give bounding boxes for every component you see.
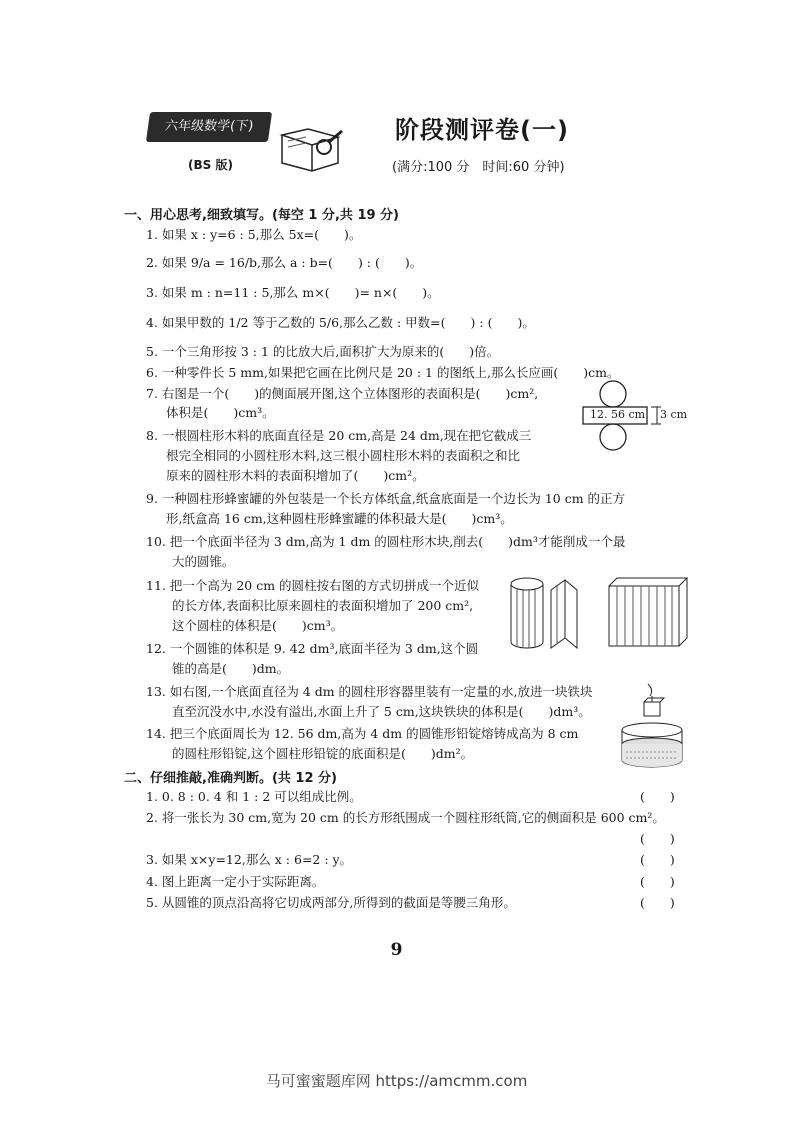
- question-1-10-cont: 大的圆锥。: [172, 554, 235, 569]
- judge-1: 1. 0. 8 : 0. 4 和 1 : 2 可以组成比例。: [146, 789, 362, 804]
- score-time-info: (满分:100 分 时间:60 分钟): [392, 160, 565, 175]
- net-width-label: 12. 56 cm: [590, 408, 646, 421]
- question-1-1: 1. 如果 x : y=6 : 5,那么 5x=( )。: [146, 227, 362, 242]
- judge-4: 4. 图上距离一定小于实际距离。: [146, 874, 325, 889]
- judge-2-answer-box[interactable]: ( ): [640, 831, 675, 846]
- cylinder-to-cuboid-figure: [505, 572, 690, 654]
- judge-1-answer-box[interactable]: ( ): [640, 789, 675, 804]
- question-1-8-cont1: 根完全相同的小圆柱形木料,这三根小圆柱形木料的表面积之和比: [166, 448, 520, 463]
- question-1-11-cont1: 的长方体,表面积比原来圆柱的表面积增加了 200 cm²,: [172, 598, 474, 613]
- question-1-9: 9. 一种圆柱形蜂蜜罐的外包装是一个长方体纸盒,纸盒底面是一个边长为 10 cm 的正方: [146, 491, 626, 506]
- question-1-13: 13. 如右图,一个底面直径为 4 dm 的圆柱形容器里装有一定量的水,放进一块铁块: [146, 684, 593, 699]
- grade-badge: 六年级数学(下): [146, 112, 272, 142]
- question-1-8-cont2: 原来的圆柱形木料的表面积增加了( )cm²。: [166, 468, 425, 483]
- question-1-7: 7. 右图是一个( )的侧面展开图,这个立体图形的表面积是( )cm²,: [146, 386, 539, 401]
- question-1-12: 12. 一个圆锥的体积是 9. 42 dm³,底面半径为 3 dm,这个圆: [146, 641, 479, 656]
- edition-label: (BS 版): [188, 158, 233, 172]
- footer-watermark: 马可蜜蜜题库网 https://amcmm.com: [265, 1072, 528, 1090]
- question-1-13-cont: 直至沉没水中,水没有溢出,水面上升了 5 cm,这块铁块的体积是( )dm³。: [172, 704, 591, 719]
- question-1-6: 6. 一种零件长 5 mm,如果把它画在比例尺是 20 : 1 的图纸上,那么长应画( )cm。: [146, 365, 620, 380]
- page-title: 阶段测评卷(一): [395, 116, 569, 144]
- judge-5: 5. 从圆锥的顶点沿高将它切成两部分,所得到的截面是等腰三角形。: [146, 895, 516, 910]
- page-number: 9: [390, 940, 403, 960]
- question-1-9-cont: 形,纸盒高 16 cm,这种圆柱形蜂蜜罐的体积最大是( )cm³。: [166, 511, 513, 526]
- judge-3-answer-box[interactable]: ( ): [640, 852, 675, 867]
- question-1-12-cont: 锥的高是( )dm。: [172, 661, 290, 676]
- question-1-4: 4. 如果甲数的 1/2 等于乙数的 5/6,那么乙数 : 甲数=( ) : ( )。: [146, 315, 535, 330]
- judge-4-answer-box[interactable]: ( ): [640, 874, 675, 889]
- question-1-11: 11. 把一个高为 20 cm 的圆柱按右图的方式切拼成一个近似: [146, 578, 480, 593]
- question-1-14-cont: 的圆柱形铅锭,这个圆柱形铅锭的底面积是( )dm²。: [172, 746, 474, 761]
- question-1-14: 14. 把三个底面周长为 12. 56 dm,高为 4 dm 的圆锥形铅锭熔铸成高为 8 cm: [146, 726, 579, 741]
- question-1-10: 10. 把一个底面半径为 3 dm,高为 1 dm 的圆柱形木块,削去( )dm³才能削成一个最: [146, 534, 626, 549]
- question-1-11-cont2: 这个圆柱的体积是( )cm³。: [172, 618, 344, 633]
- question-1-5: 5. 一个三角形按 3 : 1 的比放大后,面积扩大为原来的( )倍。: [146, 344, 500, 359]
- water-container-figure: [618, 680, 688, 772]
- judge-3: 3. 如果 x×y=12,那么 x : 6=2 : y。: [146, 852, 353, 867]
- net-height-label: 3 cm: [660, 408, 688, 421]
- question-1-8: 8. 一根圆柱形木料的底面直径是 20 cm,高是 24 dm,现在把它截成三: [146, 428, 532, 443]
- question-1-3: 3. 如果 m : n=11 : 5,那么 m×( )= n×( )。: [146, 285, 440, 300]
- section1-heading: 一、用心思考,细致填写。(每空 1 分,共 19 分): [124, 208, 399, 223]
- question-1-7-cont: 体积是( )cm³。: [166, 405, 275, 420]
- judge-5-answer-box[interactable]: ( ): [640, 895, 675, 910]
- section2-heading: 二、仔细推敲,准确判断。(共 12 分): [124, 771, 337, 786]
- book-magnifier-icon: [278, 125, 348, 173]
- judge-2: 2. 将一张长为 30 cm,宽为 20 cm 的长方形纸围成一个圆柱形纸筒,它的侧面积是 600 cm²。: [146, 810, 665, 825]
- question-1-2: 2. 如果 9/a = 16/b,那么 a : b=( ) : ( )。: [146, 255, 423, 270]
